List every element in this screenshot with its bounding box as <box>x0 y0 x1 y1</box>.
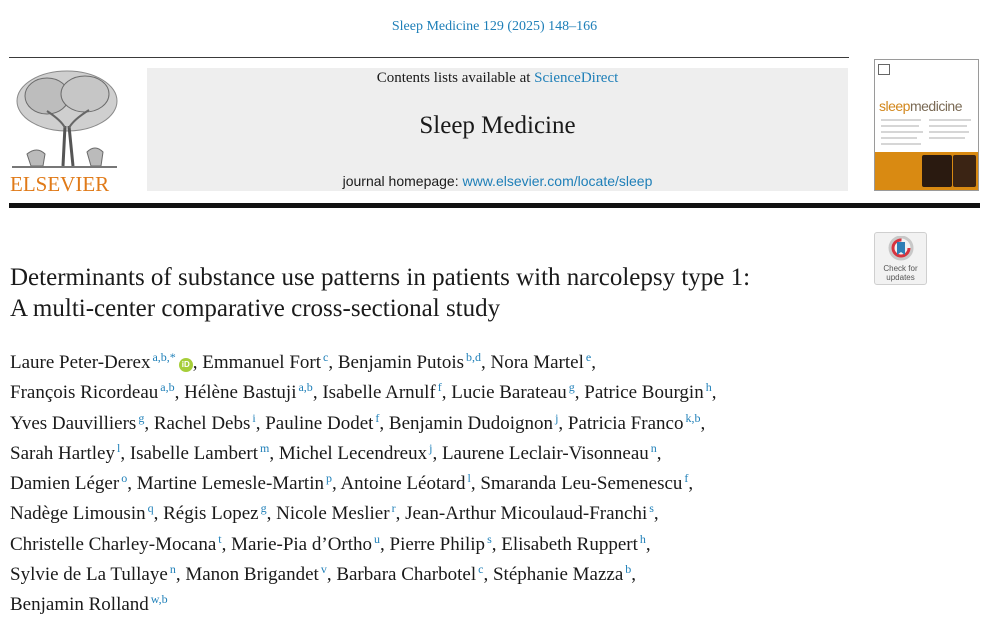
author-separator: , <box>153 503 164 525</box>
affiliation-marker[interactable]: f <box>437 380 442 395</box>
author-name[interactable]: François Ricordeau <box>10 382 159 404</box>
affiliation-marker[interactable]: n <box>169 562 176 577</box>
affiliation-marker[interactable]: t <box>218 531 222 546</box>
affiliation-marker[interactable]: q <box>147 501 154 516</box>
affiliation-marker[interactable]: b,d <box>466 350 481 364</box>
author-separator: , <box>174 382 185 404</box>
author-separator: , <box>175 564 186 586</box>
author-line <box>10 345 870 375</box>
author-name[interactable]: Antoine Léotard <box>340 473 466 495</box>
author-name[interactable]: Patricia Franco <box>567 412 684 434</box>
affiliation-marker[interactable]: u <box>374 531 381 546</box>
author-name[interactable]: Nadège Limousin <box>10 503 146 525</box>
affiliation-marker[interactable]: g <box>138 410 145 425</box>
author-name[interactable]: Stéphanie Mazza <box>492 564 624 586</box>
check-label-line1: Check for <box>883 264 918 273</box>
header-top-rule <box>9 57 849 58</box>
author-name[interactable]: Martine Lemesle-Martin <box>136 473 324 495</box>
affiliation-marker[interactable]: k,b <box>685 410 701 425</box>
author-name[interactable]: Pauline Dodet <box>265 412 374 434</box>
author-separator: , <box>312 382 323 404</box>
author-separator: , <box>645 533 651 555</box>
affiliation-marker[interactable]: w,b <box>150 592 168 607</box>
affiliation-marker[interactable]: b <box>625 562 632 577</box>
affiliation-marker[interactable]: s <box>649 501 654 516</box>
author-separator: , <box>491 533 502 555</box>
author-separator: , <box>631 564 637 586</box>
author-separator: , <box>711 382 717 404</box>
article-title-line1: Determinants of substance use patterns in patients with narcolepsy type 1: <box>10 264 751 291</box>
author-line <box>10 527 870 557</box>
header-thick-rule <box>9 203 980 208</box>
author-name[interactable]: Jean-Arthur Micoulaud-Franchi <box>405 503 648 525</box>
author-line <box>10 466 870 496</box>
affiliation-marker[interactable]: f <box>375 410 380 425</box>
affiliation-marker[interactable]: c <box>323 350 329 364</box>
author-separator: , <box>395 503 406 525</box>
author-name[interactable]: Patrice Bourgin <box>584 382 704 404</box>
cover-elsevier-logo-icon <box>878 64 890 75</box>
author-separator: , <box>700 412 706 434</box>
author-name[interactable]: Sarah Hartley <box>10 442 115 464</box>
author-separator: , <box>380 533 390 555</box>
affiliation-marker[interactable]: g <box>260 501 267 516</box>
elsevier-tree-icon <box>7 66 122 171</box>
author-separator: , <box>266 503 277 525</box>
check-for-updates-label <box>875 264 926 282</box>
affiliation-marker[interactable]: j <box>555 410 559 425</box>
bookmark-ribbon-icon <box>888 236 914 264</box>
affiliation-marker[interactable]: h <box>639 531 646 546</box>
author-name[interactable]: Isabelle Lambert <box>129 442 259 464</box>
author-separator: , <box>483 564 493 586</box>
author-name[interactable]: Elisabeth Ruppert <box>501 533 638 555</box>
author-name[interactable]: Barbara Charbotel <box>336 564 477 586</box>
affiliation-marker[interactable]: a,b,* <box>152 350 176 364</box>
affiliation-marker[interactable]: h <box>705 380 712 395</box>
author-separator: , <box>591 352 596 373</box>
cover-image-icon <box>953 155 976 187</box>
affiliation-marker[interactable]: f <box>684 471 689 486</box>
author-name[interactable]: Nora Martel <box>490 352 584 373</box>
author-separator: , <box>574 382 585 404</box>
author-separator: , <box>127 473 137 495</box>
sciencedirect-link[interactable]: ScienceDirect <box>534 70 619 86</box>
author-name[interactable]: Damien Léger <box>10 473 120 495</box>
cover-text-lines-icon <box>881 116 973 152</box>
author-name[interactable]: Laure Peter-Derex <box>10 352 151 373</box>
author-separator: , <box>470 473 481 495</box>
author-name[interactable]: Hélène Bastuji <box>184 382 297 404</box>
author-separator: , <box>221 533 232 555</box>
affiliation-marker[interactable]: r <box>391 501 396 516</box>
affiliation-marker[interactable]: e <box>585 350 592 364</box>
article-title-line2: A multi-center comparative cross-sectional study <box>10 295 501 322</box>
author-name[interactable]: Christelle Charley-Mocana <box>10 533 217 555</box>
homepage-prefix: journal homepage: <box>342 173 463 189</box>
author-name[interactable]: Benjamin Putois <box>337 352 464 373</box>
author-line <box>10 496 870 526</box>
author-separator: , <box>120 442 130 464</box>
author-name[interactable]: Benjamin Rolland <box>10 594 149 616</box>
affiliation-marker[interactable]: l <box>116 440 121 455</box>
check-for-updates-button[interactable] <box>874 232 927 285</box>
author-separator: , <box>379 412 389 434</box>
affiliation-marker[interactable]: i <box>252 410 256 425</box>
author-name[interactable]: Benjamin Dudoignon <box>388 412 554 434</box>
author-separator: , <box>656 442 662 464</box>
author-separator: , <box>441 382 452 404</box>
author-name[interactable]: Lucie Barateau <box>451 382 567 404</box>
author-separator: , <box>269 442 279 464</box>
orcid-icon[interactable]: iD <box>179 358 193 372</box>
cover-title <box>879 98 962 114</box>
author-name[interactable]: Michel Lecendreux <box>278 442 428 464</box>
author-separator: , <box>255 412 266 434</box>
affiliation-marker[interactable]: j <box>429 440 433 455</box>
affiliation-marker[interactable]: m <box>260 440 270 455</box>
author-line <box>10 375 870 405</box>
elsevier-wordmark: ELSEVIER <box>10 172 110 196</box>
cover-image-icon <box>922 155 952 187</box>
author-name[interactable]: Yves Dauvilliers <box>10 412 137 434</box>
journal-homepage-link[interactable]: www.elsevier.com/locate/sleep <box>462 173 653 189</box>
affiliation-marker[interactable]: a,b <box>298 380 313 395</box>
author-name[interactable]: Pierre Philip <box>389 533 486 555</box>
author-separator: , <box>688 473 694 495</box>
author-name[interactable]: Sylvie de La Tullaye <box>10 564 168 586</box>
author-separator: , <box>144 412 154 434</box>
author-name[interactable]: Manon Brigandet <box>185 564 319 586</box>
author-name[interactable]: Marie-Pia d’Ortho <box>231 533 373 555</box>
affiliation-marker[interactable]: o <box>121 471 128 486</box>
author-list <box>10 345 870 618</box>
journal-name: Sleep Medicine <box>419 112 576 139</box>
author-separator: , <box>558 412 568 434</box>
affiliation-marker[interactable]: n <box>650 440 657 455</box>
author-separator: , <box>328 352 338 373</box>
journal-citation[interactable]: Sleep Medicine 129 (2025) 148–166 <box>391 19 598 34</box>
author-separator: , <box>192 352 203 373</box>
contents-available-line <box>147 70 848 87</box>
affiliation-marker[interactable]: v <box>320 562 327 577</box>
author-line <box>10 587 870 617</box>
author-name[interactable]: Rachel Debs <box>153 412 251 434</box>
author-separator: , <box>481 352 491 373</box>
author-name[interactable]: Laurene Leclair-Visonneau <box>441 442 649 464</box>
cover-orange-band <box>875 152 978 190</box>
author-line <box>10 557 870 587</box>
affiliation-marker[interactable]: a,b <box>160 380 175 395</box>
author-line <box>10 406 870 436</box>
journal-masthead <box>147 68 848 191</box>
journal-homepage-line <box>147 173 848 189</box>
author-separator: , <box>432 442 442 464</box>
check-label-line2: updates <box>886 273 915 282</box>
author-name[interactable]: Nicole Meslier <box>276 503 390 525</box>
journal-cover-thumbnail[interactable] <box>874 59 979 191</box>
author-name[interactable]: Emmanuel Fort <box>202 352 322 373</box>
cover-title-medicine: medicine <box>909 98 962 114</box>
author-name[interactable]: Régis Lopez <box>163 503 259 525</box>
contents-prefix: Contents lists available at <box>376 70 535 86</box>
affiliation-marker[interactable]: g <box>568 380 575 395</box>
affiliation-marker[interactable]: l <box>467 471 471 486</box>
affiliation-marker[interactable]: s <box>487 531 492 546</box>
author-line <box>10 436 870 466</box>
author-separator: , <box>326 564 337 586</box>
cover-title-sleep: sleep <box>879 98 910 114</box>
author-name[interactable]: Smaranda Leu-Semenescu <box>480 473 683 495</box>
article-title <box>10 262 870 324</box>
affiliation-marker[interactable]: c <box>478 562 484 577</box>
affiliation-marker[interactable]: p <box>326 471 332 486</box>
author-separator: , <box>653 503 659 525</box>
author-separator: , <box>332 473 341 495</box>
author-name[interactable]: Isabelle Arnulf <box>322 382 436 404</box>
